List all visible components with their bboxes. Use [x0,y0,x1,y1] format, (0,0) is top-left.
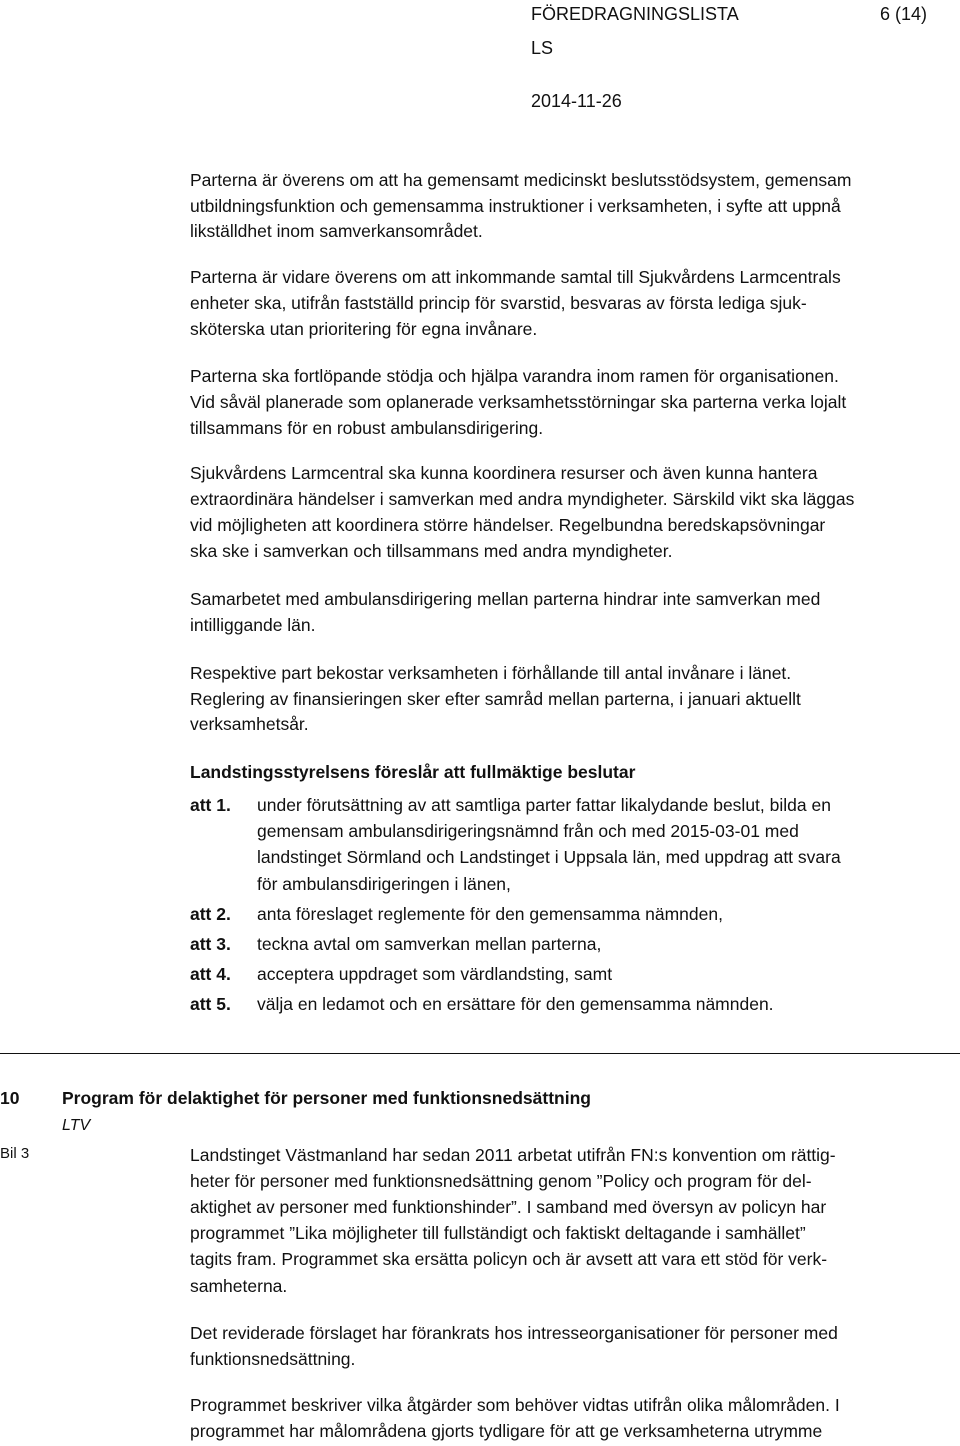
paragraph-line: Parterna är vidare överens om att inkommande samtal till Sjukvårdens Larmcentrals [190,267,841,287]
attachment-reference: Bil 3 [0,1145,30,1162]
paragraph-line: Parterna ska fortlöpande stödja och hjälpa varandra inom ramen för organisationen. [190,366,839,386]
section-paragraph-line: samheterna. [190,1276,288,1296]
paragraph-line: intilliggande län. [190,615,316,635]
paragraph-line: utbildningsfunktion och gemensamma instruktioner i verksamheten, i syfte att uppnå [190,196,841,216]
paragraph-line: vid möjligheten att koordinera större händelser. Regelbundna beredskapsövningar [190,515,826,535]
section-paragraph-line: programmet ”Lika möjligheter till fullständigt och faktiskt deltagande i samhället” [190,1223,806,1243]
proposal-item-line: gemensam ambulansdirigeringsnämnd från och med 2015-03-01 med [257,821,799,841]
proposal-item-number: att 5. [190,994,231,1014]
section-paragraph-line: programmet har målområdena gjorts tydligare för att ge verksamheterna utrymme [190,1421,823,1441]
paragraph-line: Reglering av finansieringen sker efter samråd mellan parterna, i januari aktuellt [190,689,801,709]
paragraph-line: tillsammans för en robust ambulansdirigering. [190,418,544,438]
section-paragraph-line: Det reviderade förslaget har förankrats hos intresseorganisationer för personer med [190,1323,838,1343]
paragraph-line: sköterska utan prioritering för egna invånare. [190,319,538,339]
paragraph-line: Respektive part bekostar verksamheten i förhållande till antal invånare i länet. [190,663,792,683]
paragraph-line: ska ske i samverkan och tillsammans med andra myndigheter. [190,541,673,561]
proposal-item-line: under förutsättning av att samtliga parter fattar likalydande beslut, bilda en [257,795,831,815]
proposal-item-line: landstinget Sörmland och Landstinget i Uppsala län, med uppdrag att svara [257,847,841,867]
proposal-item-number: att 2. [190,904,231,924]
section-number: 10 [0,1088,20,1108]
section-paragraph-line: heter för personer med funktionsnedsättning genom ”Policy och program för del- [190,1171,812,1191]
section-paragraph-line: tagits fram. Programmet ska ersätta policyn och är avsett att vara ett stöd för verk- [190,1249,828,1269]
section-paragraph-line: funktionsnedsättning. [190,1349,356,1369]
section-paragraph-line: aktighet av personer med funktionshinder”. I samband med översyn av policyn har [190,1197,827,1217]
page-number: 6 (14) [880,4,928,24]
proposal-item-line: teckna avtal om samverkan mellan parterna, [257,934,602,954]
paragraph-line: enheter ska, utifrån fastställd princip för svarstid, besvaras av första lediga sjuk- [190,293,807,313]
proposal-item-number: att 3. [190,934,231,954]
document-date: 2014-11-26 [531,91,622,111]
proposal-item-number: att 4. [190,964,231,984]
paragraph-line: Sjukvårdens Larmcentral ska kunna koordinera resurser och även kunna hantera [190,463,818,483]
section-paragraph-line: Programmet beskriver vilka åtgärder som behöver vidtas utifrån olika målområden. I [190,1395,840,1415]
paragraph-line: Vid såväl planerade som oplanerade verksamhetsstörningar ska parterna verka lojalt [190,392,847,412]
paragraph-line: extraordinära händelser i samverkan med andra myndigheter. Särskild vikt ska läggas [190,489,855,509]
paragraph-line: verksamhetsår. [190,714,309,734]
document-title: FÖREDRAGNINGSLISTA [531,4,739,24]
proposal-item-line: välja en ledamot och en ersättare för den gemensamma nämnden. [257,994,774,1014]
proposal-item-number: att 1. [190,795,231,815]
proposal-item-line: acceptera uppdraget som värdlandsting, samt [257,964,613,984]
department-code: LS [531,38,554,58]
section-tag: LTV [62,1117,91,1134]
section-paragraph-line: Landstinget Västmanland har sedan 2011 arbetat utifrån FN:s konvention om rättig- [190,1145,836,1165]
section-divider [0,1053,960,1054]
paragraph-line: Samarbetet med ambulansdirigering mellan parterna hindrar inte samverkan med [190,589,821,609]
paragraph-line: likställdhet inom samverkansområdet. [190,221,483,241]
proposal-heading: Landstingsstyrelsens föreslår att fullmäktige beslutar [190,762,636,782]
proposal-item-line: för ambulansdirigeringen i länen, [257,874,511,894]
proposal-item-line: anta föreslaget reglemente för den gemensamma nämnden, [257,904,723,924]
paragraph-line: Parterna är överens om att ha gemensamt medicinskt beslutsstödsystem, gemensam [190,170,852,190]
section-title: Program för delaktighet för personer med funktionsnedsättning [62,1088,591,1108]
